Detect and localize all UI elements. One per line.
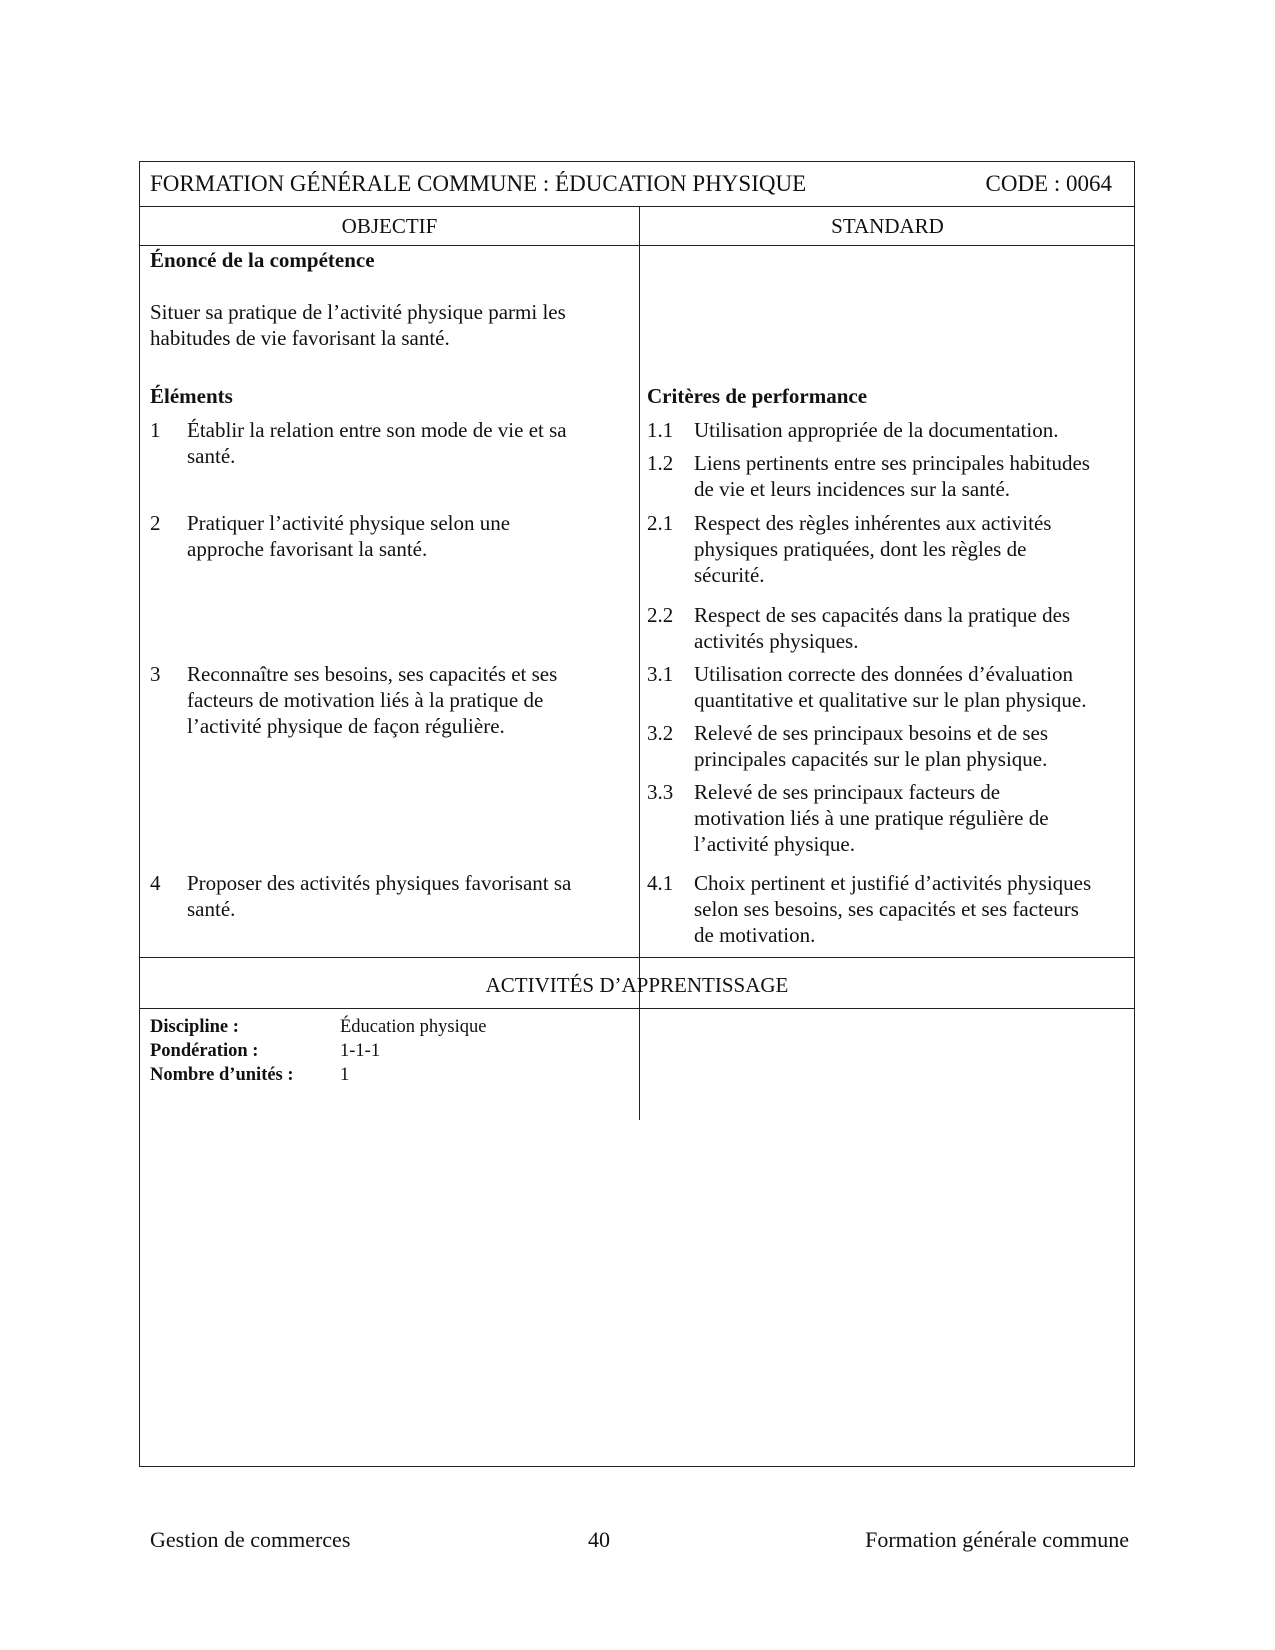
- column-objectif: OBJECTIF: [341, 214, 438, 238]
- criterion-number: 2.2: [647, 603, 674, 627]
- criterion-text-line: Respect de ses capacités dans la pratique des: [694, 603, 1071, 627]
- criterion-text-line: Relevé de ses principaux facteurs de: [694, 780, 1001, 804]
- elements-heading: Éléments: [150, 384, 233, 408]
- criterion-number: 3.1: [647, 662, 674, 686]
- course-code: CODE : 0064: [985, 171, 1112, 196]
- criterion-text-line: principales capacités sur le plan physique.: [694, 747, 1048, 771]
- criterion-text-line: de vie et leurs incidences sur la santé.: [694, 477, 1011, 501]
- criterion-number: 1.2: [647, 451, 674, 475]
- criterion-text-line: Utilisation appropriée de la documentation.: [694, 418, 1059, 442]
- criterion-text-line: selon ses besoins, ses capacités et ses facteurs: [694, 897, 1079, 921]
- element-text-line: Pratiquer l’activité physique selon une: [187, 511, 511, 535]
- divider-activities-bottom: [140, 1008, 1134, 1009]
- criterion-text-line: de motivation.: [694, 923, 816, 947]
- criterion-text-line: activités physiques.: [694, 629, 859, 653]
- criterion-text-line: Choix pertinent et justifié d’activités physiques: [694, 871, 1092, 895]
- divider-header: [140, 206, 1134, 207]
- footer-right: Formation générale commune: [865, 1527, 1129, 1552]
- element-number: 1: [150, 418, 161, 442]
- criterion-number: 1.1: [647, 418, 674, 442]
- element-text-line: Proposer des activités physiques favorisant sa: [187, 871, 572, 895]
- element-text-line: Reconnaître ses besoins, ses capacités et ses: [187, 662, 558, 686]
- criterion-number: 4.1: [647, 871, 674, 895]
- element-text-line: facteurs de motivation liés à la pratique de: [187, 688, 544, 712]
- competence-heading: Énoncé de la compétence: [150, 248, 375, 272]
- criterion-number: 2.1: [647, 511, 674, 535]
- divider-columns: [140, 245, 1134, 246]
- element-text-line: Établir la relation entre son mode de vie et sa: [187, 418, 567, 442]
- criterion-text-line: Respect des règles inhérentes aux activités: [694, 511, 1052, 535]
- activities-heading: ACTIVITÉS D’APPRENTISSAGE: [485, 973, 789, 997]
- criterion-text-line: Relevé de ses principaux besoins et de ses: [694, 721, 1048, 745]
- criterion-text-line: physiques pratiquées, dont les règles de: [694, 537, 1027, 561]
- page-number: 40: [588, 1527, 610, 1552]
- criterion-number: 3.3: [647, 780, 674, 804]
- ponderation-value: 1-1-1: [340, 1041, 381, 1061]
- criterion-text-line: Utilisation correcte des données d’évaluation: [694, 662, 1074, 686]
- criterion-text-line: motivation liés à une pratique régulière de: [694, 806, 1049, 830]
- element-number: 3: [150, 662, 161, 686]
- competence-text-line2: habitudes de vie favorisant la santé.: [150, 326, 450, 350]
- criterion-text-line: Liens pertinents entre ses principales habitudes: [694, 451, 1090, 475]
- criterion-text-line: l’activité physique.: [694, 832, 855, 856]
- element-number: 4: [150, 871, 161, 895]
- competence-text-line1: Situer sa pratique de l’activité physique parmi les: [150, 300, 566, 324]
- element-text-line: santé.: [187, 444, 236, 468]
- criterion-text-line: sécurité.: [694, 563, 765, 587]
- course-table: [139, 161, 1135, 1467]
- units-label: Nombre d’unités :: [150, 1065, 294, 1085]
- units-value: 1: [340, 1065, 350, 1085]
- discipline-label: Discipline :: [150, 1017, 239, 1037]
- element-text-line: l’activité physique de façon régulière.: [187, 714, 505, 738]
- ponderation-label: Pondération :: [150, 1041, 259, 1061]
- element-text-line: santé.: [187, 897, 236, 921]
- criteria-heading: Critères de performance: [647, 384, 868, 408]
- element-number: 2: [150, 511, 161, 535]
- discipline-value: Éducation physique: [340, 1017, 487, 1037]
- divider-activities-top: [140, 957, 1134, 958]
- criterion-text-line: quantitative et qualitative sur le plan physique.: [694, 688, 1087, 712]
- element-text-line: approche favorisant la santé.: [187, 537, 428, 561]
- footer-left: Gestion de commerces: [150, 1527, 351, 1552]
- criterion-number: 3.2: [647, 721, 674, 745]
- course-title: FORMATION GÉNÉRALE COMMUNE : ÉDUCATION PHYSIQUE: [150, 171, 807, 196]
- column-standard: STANDARD: [831, 214, 944, 238]
